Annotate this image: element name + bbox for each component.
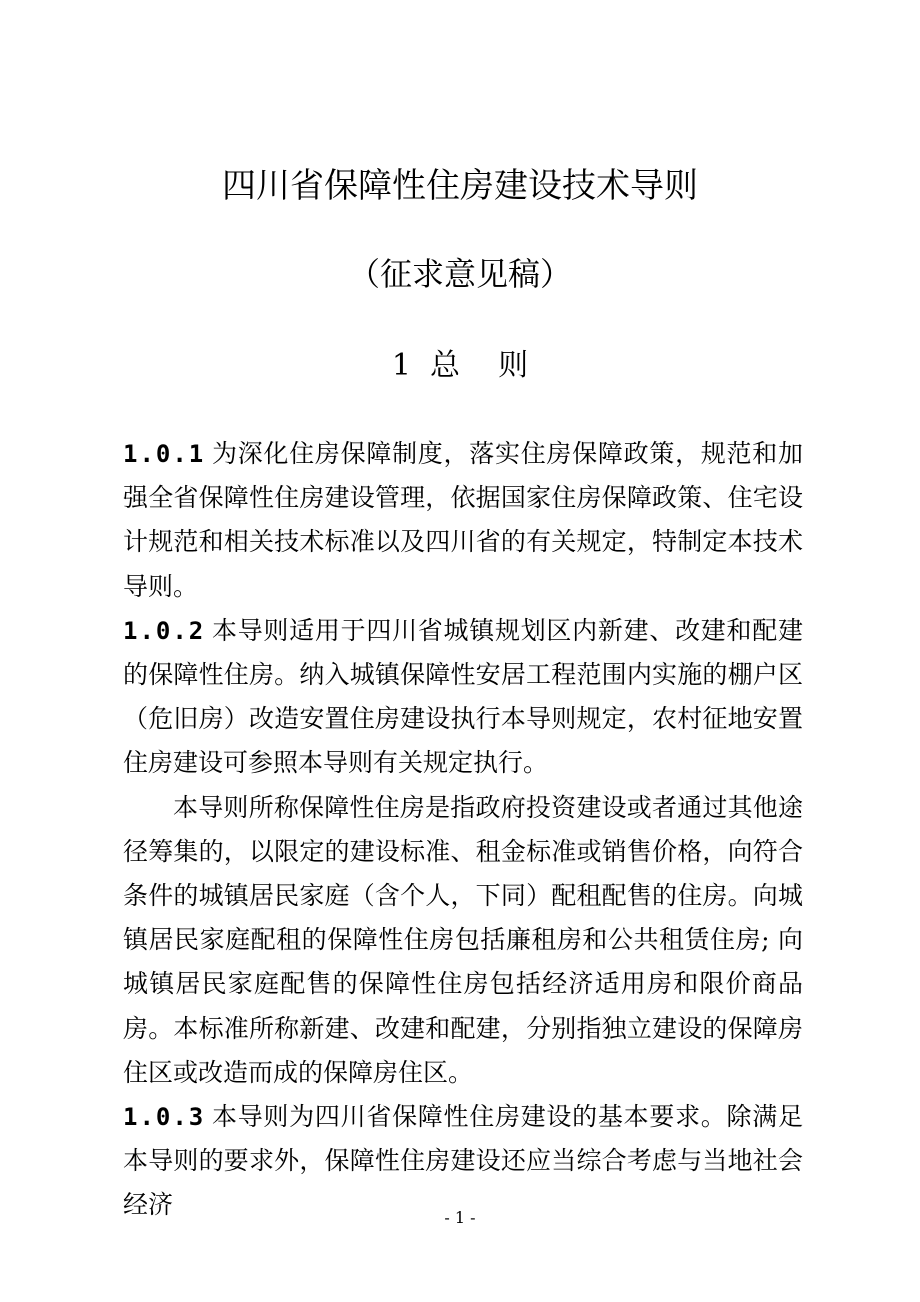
clause-text: 本导则适用于四川省城镇规划区内新建、改建和配建的保障性住房。纳入城镇保障性安居工程范围内实施的棚户区（危旧房）改造安置住房建设执行本导则规定，农村征地安置住房建设可参照本导则有关规定执行。 <box>123 615 803 778</box>
document-title: 四川省保障性住房建设技术导则 <box>222 166 698 206</box>
clause-1-0-1 <box>123 432 803 609</box>
clause-number: 1.0.3 <box>123 1103 206 1132</box>
clause-number: 1.0.1 <box>123 440 206 468</box>
clause-text: 本导则为四川省保障性住房建设的基本要求。除满足本导则的要求外，保障性住房建设还应当综合考虑与当地社会经济 <box>123 1102 803 1220</box>
clause-1-0-2-paragraph-2 <box>123 786 803 1095</box>
chapter-heading: 1 总 则 <box>391 348 529 383</box>
clause-text: 为深化住房保障制度，落实住房保障政策，规范和加强全省保障性住房建设管理，依据国家住房保障政策、住宅设计规范和相关技术标准以及四川省的有关规定，特制定本技术导则。 <box>123 439 803 601</box>
clause-1-0-2 <box>123 609 803 786</box>
clause-number: 1.0.2 <box>123 616 206 645</box>
document-subtitle: （征求意见稿） <box>347 255 572 293</box>
page-number: - 1 - <box>444 1208 476 1227</box>
document-body <box>123 432 803 1228</box>
clause-text: 本导则所称保障性住房是指政府投资建设或者通过其他途径筹集的，以限定的建设标准、租金标准或销售价格，向符合条件的城镇居民家庭（含个人，下同）配租配售的住房。向城镇居民家庭配租的保障性住房包括廉租房和公共租赁住房; 向城镇居民家庭配售的保障性住房包括经济适用房和限价商品房。本标准所称新建、改建和配建，分别指独立建设的保障房住区或改造而成的保障房住区。 <box>123 792 803 1087</box>
